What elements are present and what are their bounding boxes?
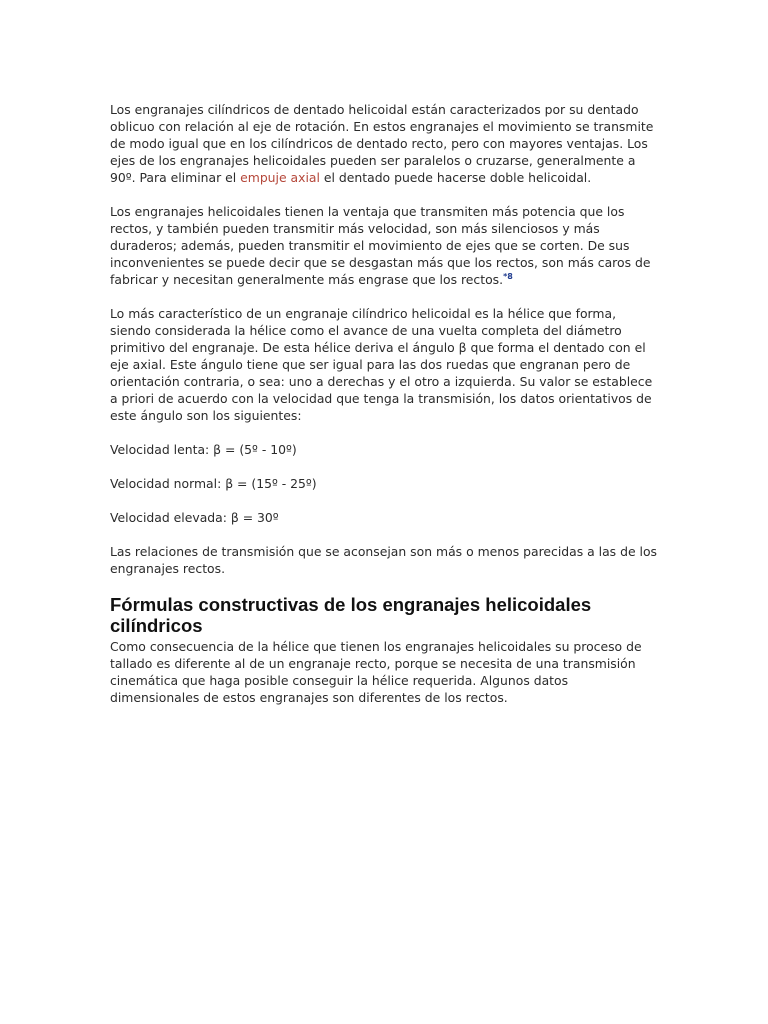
paragraph-advantages-text: Los engranajes helicoidales tienen la ventaja que transmiten más potencia que los rectos, y también pueden transmitir más velocidad, son más silenciosos y más duraderos; además, pueden transmitir el movimiento de ejes que se corten. De sus inconvenientes se puede decir que se desgastan más que los rectos, son más caros de fabricar y necesitan generalmente más engrase que los rectos. <box>110 204 651 287</box>
speed-slow-line: Velocidad lenta: β = (5º - 10º) <box>110 442 297 457</box>
document-body <box>110 101 658 706</box>
speed-high-line: Velocidad elevada: β = 30º <box>110 510 279 525</box>
paragraph-intro <box>110 101 658 186</box>
paragraph-helix: Lo más característico de un engranaje cilíndrico helicoidal es la hélice que forma, siendo considerada la hélice como el avance de una vuelta completa del diámetro primitivo del engranaje. De esta hélice deriva el ángulo β que forma el dentado con el eje axial. Este ángulo tiene que ser igual para las dos ruedas que engranan pero de orientación contraria, o sea: uno a derechas y el otro a izquierda. Su valor se establece a priori de acuerdo con la velocidad que tenga la transmisión, los datos orientativos de este ángulo son los siguientes: <box>110 306 653 423</box>
section-body: Como consecuencia de la hélice que tienen los engranajes helicoidales su proceso de tallado es diferente al de un engranaje recto, porque se necesita de una transmisión cinemática que haga posible conseguir la hélice requerida. Algunos datos dimensionales de estos engranajes son diferentes de los rectos. <box>110 639 642 705</box>
paragraph-advantages <box>110 203 658 288</box>
paragraph-intro-text: Los engranajes cilíndricos de dentado helicoidal están caracterizados por su dentado oblicuo con relación al eje de rotación. En estos engranajes el movimiento se transmite de modo igual que en los cilíndricos de dentado recto, pero con mayores ventajas. Los ejes de los engranajes helicoidales pueden ser paralelos o cruzarse, generalmente a 90º. Para eliminar el <box>110 102 654 185</box>
paragraph-ratios: Las relaciones de transmisión que se aconsejan son más o menos parecidas a las de los engranajes rectos. <box>110 544 657 576</box>
speed-normal-line: Velocidad normal: β = (15º - 25º) <box>110 476 317 491</box>
empuje-axial-link[interactable]: empuje axial <box>240 170 320 185</box>
paragraph-intro-text-end: el dentado puede hacerse doble helicoidal. <box>319 170 592 185</box>
section-heading: Fórmulas constructivas de los engranajes helicoidales cilíndricos <box>110 594 592 636</box>
reference-link[interactable]: *8 <box>503 272 513 281</box>
